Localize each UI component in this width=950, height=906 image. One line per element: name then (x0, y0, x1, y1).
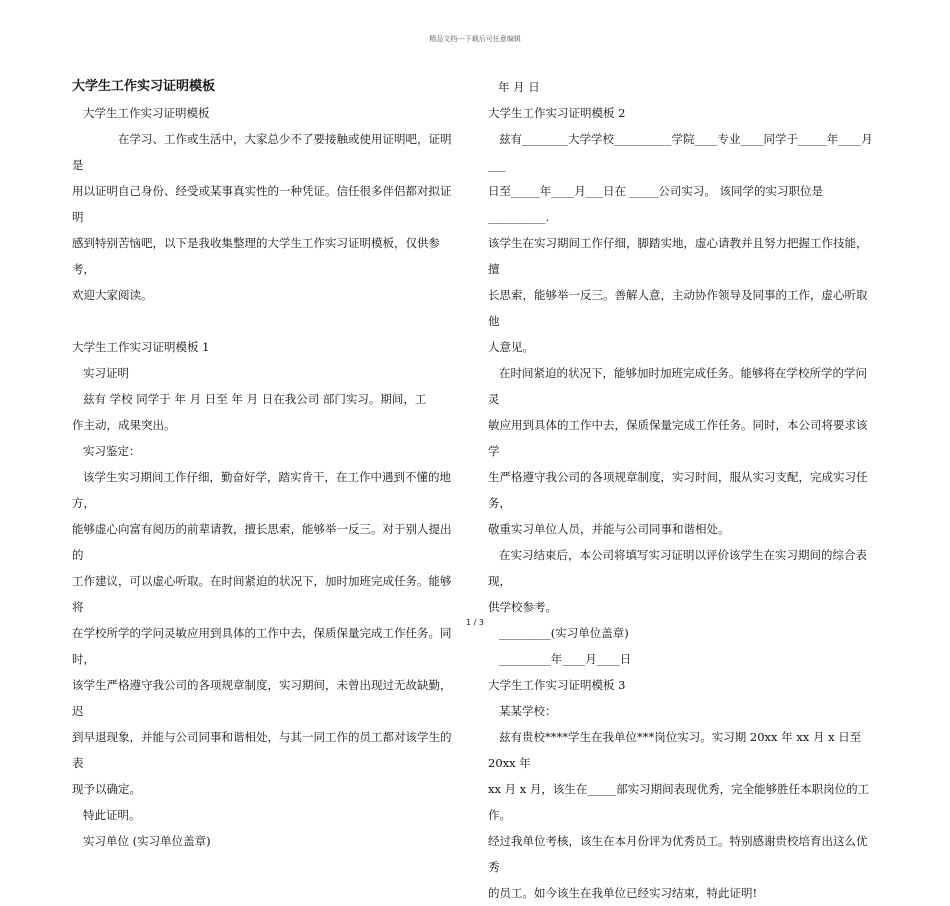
document-title: 大学生工作实习证明模板 (72, 79, 216, 94)
date-line: 年 月 日 (498, 80, 540, 94)
body-line: 在时间紧迫的状况下，能够加时加班完成任务。能够将在学校所学的学问灵 (488, 366, 867, 406)
body-line: 长思索，能够举一反三。善解人意，主动协作领导及同事的工作，虚心听取他 (488, 288, 868, 328)
body-line: 在学校所学的学问灵敏应用到具体的工作中去，保质保量完成工作任务。同时， (72, 626, 452, 666)
stamp-line: _________(实习单位盖章) (499, 626, 629, 640)
body-line: 敏应用到具体的工作中去，保质保量完成工作任务。同时，本公司将要求该学 (488, 418, 868, 458)
body-line: 能够虚心向富有阅历的前辈请教，擅长思索，能够举一反三。对于别人提出的 (72, 522, 452, 562)
section-heading: 大学生工作实习证明模板 2 (488, 106, 626, 120)
unit-stamp-line: 实习单位 (实习单位盖章) (83, 834, 211, 848)
body-line: 日至_____年____月___日在 _____公司实习。 该同学的实习职位是__________. (488, 184, 824, 224)
body-line: 兹有 学校 同学于 年 月 日至 年 月 日在我公司 部门实习。期间，工 (83, 392, 427, 406)
body-line: 兹有________大学学校__________学院____专业____同学于_____年____月___ (488, 132, 873, 172)
body-line: 供学校参考。 (488, 600, 557, 614)
body-line: 现予以确定。 (72, 782, 141, 796)
certificate-heading: 实习证明 (83, 366, 129, 380)
right-column (488, 74, 878, 906)
intro-line: 感到特别苦恼吧，以下是我收集整理的大学生工作实习证明模板，仅供参考， (72, 236, 440, 276)
body-line: 该学生严格遵守我公司的各项规章制度，实习期间，未曾出现过无故缺勤，迟 (72, 678, 452, 718)
body-line: 的员工。如今该生在我单位已经实习结束，特此证明! (488, 886, 758, 900)
body-line: 该学生在实习期间工作仔细，脚踏实地，虚心请教并且努力把握工作技能，擅 (488, 236, 868, 276)
body-line: 作主动，成果突出。 (72, 418, 176, 432)
body-line: 敬重实习单位人员，并能与公司同事和谐相处。 (488, 522, 730, 536)
subtitle: 大学生工作实习证明模板 (83, 106, 210, 120)
section-heading: 大学生工作实习证明模板 3 (488, 678, 626, 692)
left-column (72, 74, 460, 854)
salutation: 某某学校： (499, 704, 557, 718)
body-line: 该学生实习期间工作仔细，勤奋好学，踏实肯干，在工作中遇到不懂的地方， (72, 470, 451, 510)
page-number: 1 / 3 (466, 618, 484, 627)
certification-line: 特此证明。 (83, 808, 141, 822)
body-line: 在实习结束后，本公司将填写实习证明以评价该学生在实习期间的综合表现， (488, 548, 867, 588)
body-line: 经过我单位考核，该生在本月份评为优秀员工。特别感谢贵校培育出这么优秀 (488, 834, 868, 874)
spacer (72, 308, 460, 334)
body-line: 人意见。 (488, 340, 534, 354)
date-line: _________年____月____日 (499, 652, 632, 666)
section-heading: 大学生工作实习证明模板 1 (72, 340, 210, 354)
header-note: 精品文档---下载后可任意编辑 (429, 35, 521, 43)
body-line: xx 月 x 月，该生在_____部实习期间表现优秀，完全能够胜任本职岗位的工作。 (488, 782, 870, 822)
body-line: 生严格遵守我公司的各项规章制度，实习时间，服从实习支配，完成实习任务， (488, 470, 868, 510)
intro-line: 在学习、工作或生活中，大家总少不了要接触或使用证明吧，证明是 (72, 132, 452, 172)
body-line: 到早退现象，并能与公司同事和谐相处，与其一同工作的员工都对该学生的表 (72, 730, 452, 770)
intro-line: 欢迎大家阅读。 (72, 288, 153, 302)
body-line: 工作建议，可以虚心听取。在时间紧迫的状况下，加时加班完成任务。能够将 (72, 574, 452, 614)
intro-line: 用以证明自己身份、经受或某事真实性的一种凭证。信任很多伴侣都对拟证明 (72, 184, 452, 224)
body-line: 兹有贵校****学生在我单位***岗位实习。实习期 20xx 年 xx 月 x 日至 20xx 年 (488, 730, 862, 770)
appraisal-heading: 实习鉴定： (83, 444, 141, 458)
